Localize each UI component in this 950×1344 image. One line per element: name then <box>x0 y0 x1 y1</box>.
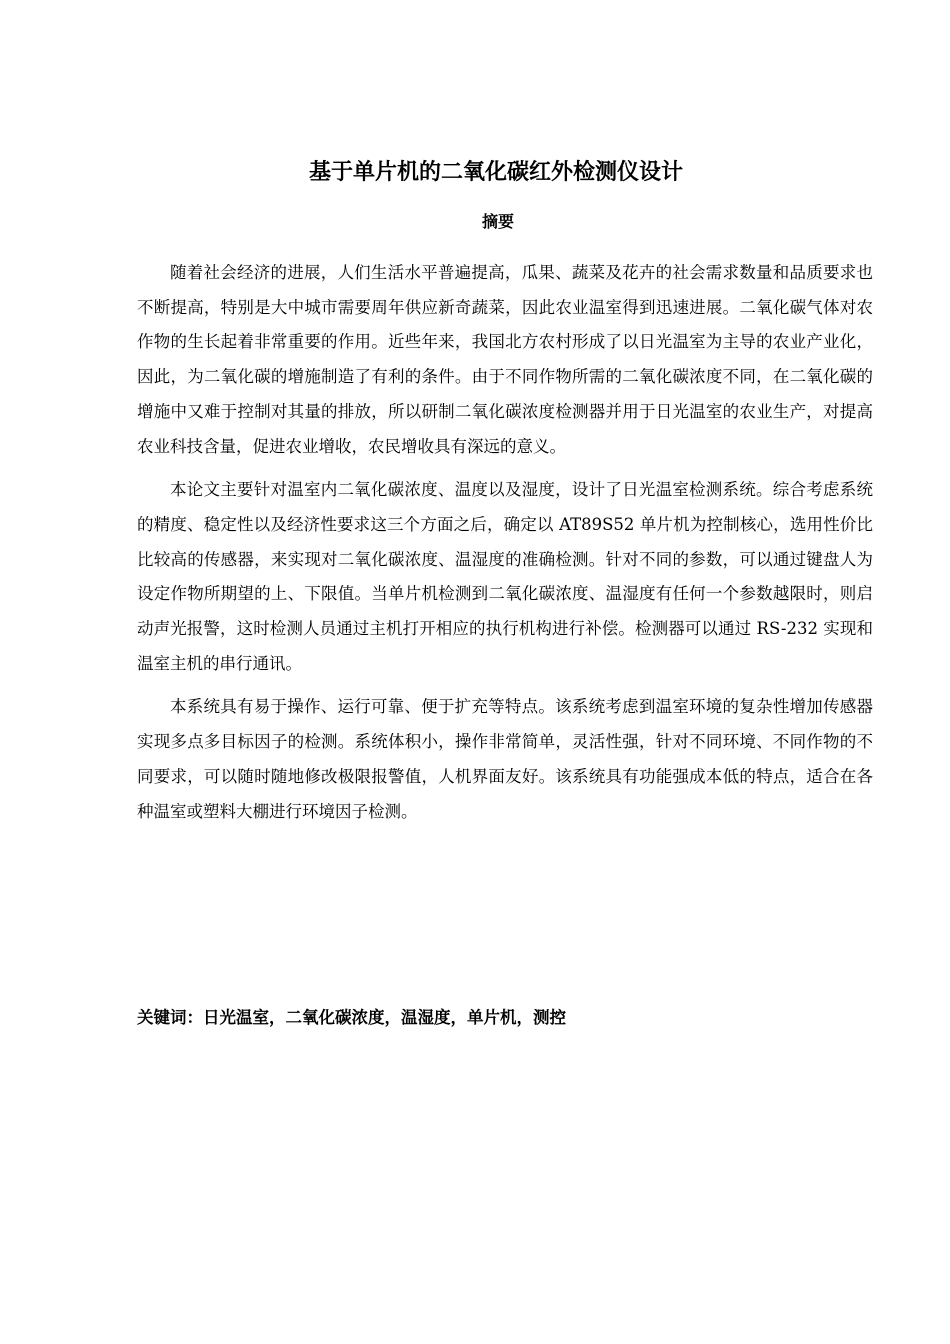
abstract-heading: 摘要 <box>481 212 514 231</box>
abstract-paragraph-1: 随着社会经济的进展，人们生活水平普遍提高，瓜果、蔬菜及花卉的社会需求数量和品质要求也不断提高，特别是大中城市需要周年供应新奇蔬菜，因此农业温室得到迅速进展。二氧化碳气体对农作物的生长起着非常重要的作用。近些年来，我国北方农村形成了以日光温室为主导的农业产业化，因此，为二氧化碳的增施制造了有利的条件。由于不同作物所需的二氧化碳浓度不同，在二氧化碳的增施中又难于控制对其量的排放，所以研制二氧化碳浓度检测器并用于日光温室的农业生产，对提高农业科技含量，促进农业增收，农民增收具有深远的意义。 <box>137 263 873 456</box>
abstract-paragraph-2: 本论文主要针对温室内二氧化碳浓度、温度以及湿度，设计了日光温室检测系统。综合考虑系统的精度、稳定性以及经济性要求这三个方面之后，确定以 AT89S52 单片机为控制核心，选用性价比比较高的传感器，来实现对二氧化碳浓度、温湿度的准确检测。针对不同的参数，可以通过键盘人为设定作物所期望的上、下限值。当单片机检测到二氧化碳浓度、温湿度有任何一个参数越限时，则启动声光报警，这时检测人员通过主机打开相应的执行机构进行补偿。检测器可以通过 RS-232 实现和温室主机的串行通讯。 <box>137 480 873 673</box>
keywords-line: 关键词：日光温室，二氧化碳浓度，温湿度，单片机，测控 <box>137 1008 566 1027</box>
abstract-paragraph-3: 本系统具有易于操作、运行可靠、便于扩充等特点。该系统考虑到温室环境的复杂性增加传感器实现多点多目标因子的检测。系统体积小，操作非常简单，灵活性强，针对不同环境、不同作物的不同要求，可以随时随地修改极限报警值，人机界面友好。该系统具有功能强成本低的特点，适合在各种温室或塑料大棚进行环境因子检测。 <box>137 697 873 821</box>
document-title: 基于单片机的二氧化碳红外检测仪设计 <box>308 160 683 185</box>
abstract-body <box>137 256 873 838</box>
